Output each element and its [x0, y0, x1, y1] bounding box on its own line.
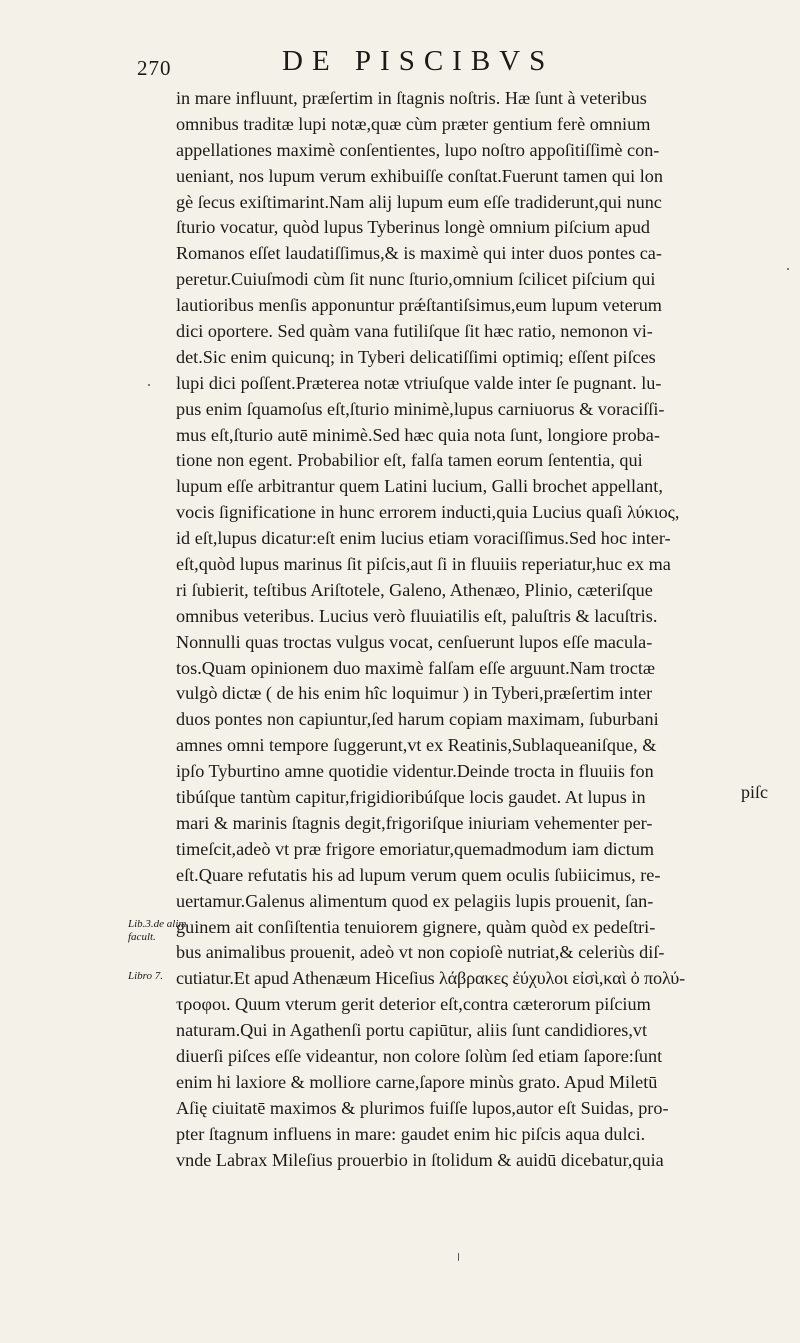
text-line: Aſię ciuitatē maximos & plurimos fuiſſe lupos,autor eſt Suidas, pro- [176, 1097, 669, 1118]
text-line: pter ſtagnum influens in mare: gaudet enim hic piſcis aqua dulci. [176, 1123, 646, 1144]
text-line: id eſt,lupus dicatur:eſt enim lucius etiam voraciſſimus.Sed hoc inter- [176, 528, 671, 549]
text-line: gè ſecus exiſtimarint.Nam alij lupum eum eſſe tradiderunt,qui nunc [176, 191, 662, 212]
text-line: dici oportere. Sed quàm vana futiliſque ſit hæc ratio, nemonon vi- [176, 321, 653, 342]
text-line: cutiatur.Et apud Athenæum Hiceſius λάβρακες ἐύχυλοι εἰσὶ,καὶ ὀ πολύ- [176, 968, 686, 989]
text-line: omnibus traditæ lupi notæ,quæ cùm præter gentium ferè omnium [176, 113, 651, 134]
text-line: naturam.Qui in Agathenſi portu capiūtur, aliis ſunt candidiores,vt [176, 1020, 648, 1041]
text-line: Romanos eſſet laudatiſſimus,& is maximè qui inter duos pontes ca- [176, 243, 662, 264]
text-line: vnde Labrax Mileſius prouerbio in ſtolidum & auidū dicebatur,quia [176, 1149, 664, 1170]
text-line: vulgò dictæ ( de his enim hîc loquimur ) in Tyberi,præſertim inter [176, 683, 653, 704]
text-line: pus enim ſquamoſus eſt,ſturio minimè,lupus carniuorus & voraciſſi- [176, 398, 665, 419]
text-line: eſt,quòd lupus marinus ſit piſcis,aut ſi in fluuiis reperiatur,huc ex ma [176, 554, 671, 575]
text-line: eſt.Quare refutatis his ad lupum verum quem oculis ſubiicimus, re- [176, 864, 661, 885]
page-number: 270 [137, 56, 172, 80]
text-line: duos pontes non capiuntur,ſed harum copiam maximam, ſuburbani [176, 709, 659, 730]
text-line: uertamur.Galenus alimentum quod ex pelagiis lupis prouenit, ſan- [176, 890, 654, 911]
text-line: ueniant, nos lupum verum exhibuiſſe conſtat.Fuerunt tamen qui lon [176, 165, 663, 186]
text-line: ipſo Tyburtino amne quotidie videntur.Deinde trocta in fluuiis fon [176, 761, 654, 782]
ink-speck [148, 384, 150, 386]
text-line: in mare influunt, præſertim in ſtagnis noſtris. Hæ ſunt à veteribus [176, 88, 647, 108]
text-line: bus animalibus prouenit, adeò vt non copioſè nutriat,& celeriùs diſ- [176, 942, 665, 963]
text-line: vocis ſignificatione in hunc errorem inducti,quia Lucius quaſi λύκιος, [176, 502, 680, 523]
text-line: amnes omni tempore ſuggerunt,vt ex Reatinis,Sublaqueaniſque, & [176, 735, 657, 756]
text-line: enim hi laxiore & molliore carne,ſapore minùs grato. Apud Miletū [176, 1071, 658, 1092]
text-line: mari & marinis ſtagnis degit,frigoriſque iniuriam vehementer per- [176, 812, 653, 833]
text-line: mus eſt,ſturio autē minimè.Sed hæc quia nota ſunt, longiore proba- [176, 424, 660, 445]
text-line: Nonnulli quas troctas vulgus vocat, cenſuerunt lupos eſſe macula- [176, 631, 653, 652]
text-line: tos.Quam opinionem duo maximè falſam eſſe arguunt.Nam troctæ [176, 657, 656, 678]
text-line: lautioribus menſis apponuntur prǽſtantiſsimus,eum lupum veterum [176, 295, 662, 316]
text-line: appellationes maximè conſentientes, lupo noſtro appoſitiſſimè con- [176, 139, 660, 160]
margin-note-reference-continued: facult. [128, 931, 156, 943]
text-line: τροφοι. Quum vterum gerit deterior eſt,contra cæterorum piſcium [176, 994, 651, 1015]
text-line: guinem ait conſiſtentia tenuiorem gignere, quàm quòd ex pedeſtri- [176, 916, 656, 937]
body-text [176, 86, 782, 1173]
text-line: lupi dici poſſent.Præterea notæ vtriuſque valde inter ſe pugnant. lu- [176, 372, 662, 393]
ink-speck [787, 268, 789, 270]
text-line: ſturio vocatur, quòd lupus Tyberinus longè omnium piſcium apud [176, 217, 651, 238]
text-line: diuerſi piſces eſſe videantur, non colore ſolùm ſed etiam ſapore:ſunt [176, 1045, 663, 1066]
running-head: DE PISCIBVS [282, 45, 555, 77]
text-line: tione non egent. Probabilior eſt, falſa tamen eorum ſententia, qui [176, 450, 643, 471]
margin-note-book-reference: Libro 7. [128, 970, 164, 982]
text-line: det.Sic enim quicunq; in Tyberi delicatiſſimi optimiq; eſſent piſces [176, 346, 656, 367]
text-line: omnibus veteribus. Lucius verò fluuiatilis eſt, paluſtris & lacuſtris. [176, 605, 658, 626]
text-line: peretur.Cuiuſmodi cùm ſit nunc ſturio,omnium ſcilicet piſcium qui [176, 269, 656, 290]
ink-speck [458, 1253, 459, 1261]
text-line: lupum eſſe arbitrantur quem Latini lucium, Galli brochet appellant, [176, 476, 663, 497]
catchword: piſc [741, 782, 768, 802]
text-line: ri ſubierit, teſtibus Ariſtotele, Galeno, Athenæo, Plinio, cæteriſque [176, 579, 653, 600]
text-line: timeſcit,adeò vt præ frigore emoriatur,quemadmodum iam dictum [176, 838, 655, 859]
margin-note-reference: Lib.3.de alim. [128, 918, 190, 930]
text-line: tibúſque tantùm capitur,frigidioribúſque locis gaudet. At lupus in [176, 787, 646, 808]
